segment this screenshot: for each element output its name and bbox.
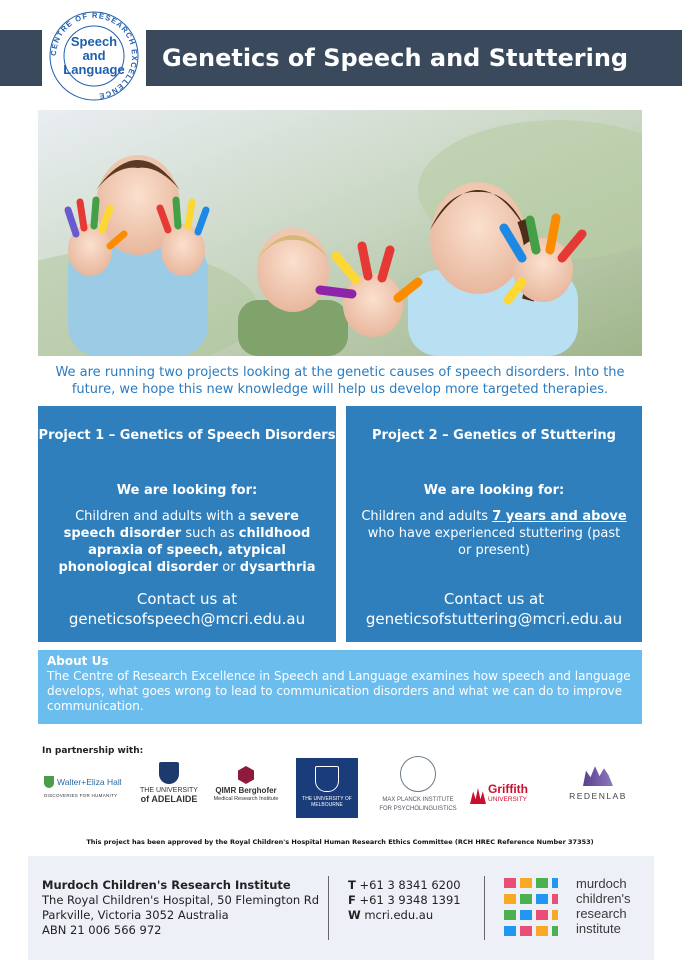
qimr-hexagon-icon — [238, 766, 254, 784]
intro-line-1: We are running two projects looking at the genetic causes of speech disorders. Into the — [55, 365, 625, 380]
redenlab-logo: REDENLAB — [558, 764, 638, 801]
mcri-logo-icon — [504, 876, 568, 940]
project-1-email-link[interactable]: geneticsofspeech@mcri.edu.au — [68, 610, 306, 628]
about-panel — [38, 650, 642, 724]
melbourne-logo: THE UNIVERSITY OF MELBOURNE — [296, 758, 358, 818]
project-2-email-link[interactable]: geneticsofstuttering@mcri.edu.au — [365, 610, 623, 628]
logo-line-3: Language — [63, 62, 125, 77]
project-2-description: Children and adults 7 years and above who have experienced stuttering (past or present) — [361, 509, 627, 558]
logo-line-1: Speech — [70, 34, 118, 49]
page-title: Genetics of Speech and Stuttering — [162, 44, 629, 72]
project-1-looking-for: We are looking for: — [116, 483, 258, 498]
footer-abn: ABN 21 006 566 972 — [42, 923, 162, 937]
griffith-flame-icon — [470, 788, 486, 804]
footer-org-info — [42, 878, 319, 938]
project-1-panel — [38, 406, 336, 642]
redenlab-wave-icon — [583, 764, 613, 786]
melbourne-crest-icon — [315, 766, 339, 792]
intro-line-2: future, we hope this new knowledge will help us develop more targeted therapies. — [71, 382, 609, 397]
logo-line-2: and — [82, 48, 106, 63]
project-2-panel — [346, 406, 642, 642]
footer-address-line-1: The Royal Children's Hospital, 50 Flemington Rd — [42, 893, 320, 907]
project-2-contact — [346, 589, 642, 629]
cre-logo — [42, 8, 146, 104]
footer — [28, 856, 654, 960]
footer-phone: +61 3 8341 6200 — [359, 878, 461, 892]
max-planck-seal-icon — [400, 756, 436, 792]
project-1-contact — [38, 589, 336, 629]
adelaide-logo: THE UNIVERSITY of ADELAIDE — [136, 762, 202, 804]
footer-address-line-2: Parkville, Victoria 3052 Australia — [42, 908, 229, 922]
intro-text — [38, 364, 642, 398]
griffith-logo: Griffith UNIVERSITY — [470, 784, 552, 804]
wehi-shield-icon — [44, 776, 54, 788]
hero-photo — [38, 110, 642, 356]
project-1-title: Project 1 – Genetics of Speech Disorders — [38, 428, 336, 443]
footer-org-name: Murdoch Children's Research Institute — [42, 878, 291, 892]
project-1-contact-label: Contact us at — [136, 590, 238, 608]
ethics-statement: This project has been approved by the Royal Children's Hospital Human Research Ethics Committee (RCH HREC Reference Number 37353) — [86, 838, 594, 846]
about-text: The Centre of Research Excellence in Speech and Language examines how speech and language develops, what goes wrong to lead to communication disorders and what we can do to improve communication. — [47, 669, 631, 713]
max-planck-logo: MAX PLANCK INSTITUTE FOR PSYCHOLINGUISTICS — [372, 756, 464, 814]
project-2-contact-label: Contact us at — [443, 590, 545, 608]
project-2-looking-for: We are looking for: — [423, 483, 565, 498]
footer-divider-2 — [484, 876, 485, 940]
wehi-logo: Walter+Eliza Hall DISCOVERIES FOR HUMANITY — [44, 776, 122, 798]
project-2-title: Project 2 – Genetics of Stuttering — [371, 428, 616, 443]
adelaide-crest-icon — [159, 762, 179, 784]
project-1-description: Children and adults with a severe speech disorder such as childhood apraxia of speech, atypical phonological disorder or dysarthria — [58, 509, 316, 575]
partners-label: In partnership with: — [42, 746, 144, 756]
footer-divider-1 — [328, 876, 329, 940]
about-title: About Us — [47, 654, 109, 668]
footer-contact-info: T +61 3 8341 6200 F +61 3 9348 1391 W mcri.edu.au — [348, 878, 461, 922]
qimr-logo: QIMR Berghofer Medical Research Institute — [204, 766, 288, 804]
footer-website-link[interactable]: mcri.edu.au — [364, 908, 434, 922]
cre-logo-ring-text: CENTRE OF RESEARCH EXCELLENCE — [48, 10, 140, 101]
mcri-logo-text: murdoch children's research institute — [576, 876, 631, 936]
footer-fax: +61 3 9348 1391 — [359, 893, 461, 907]
